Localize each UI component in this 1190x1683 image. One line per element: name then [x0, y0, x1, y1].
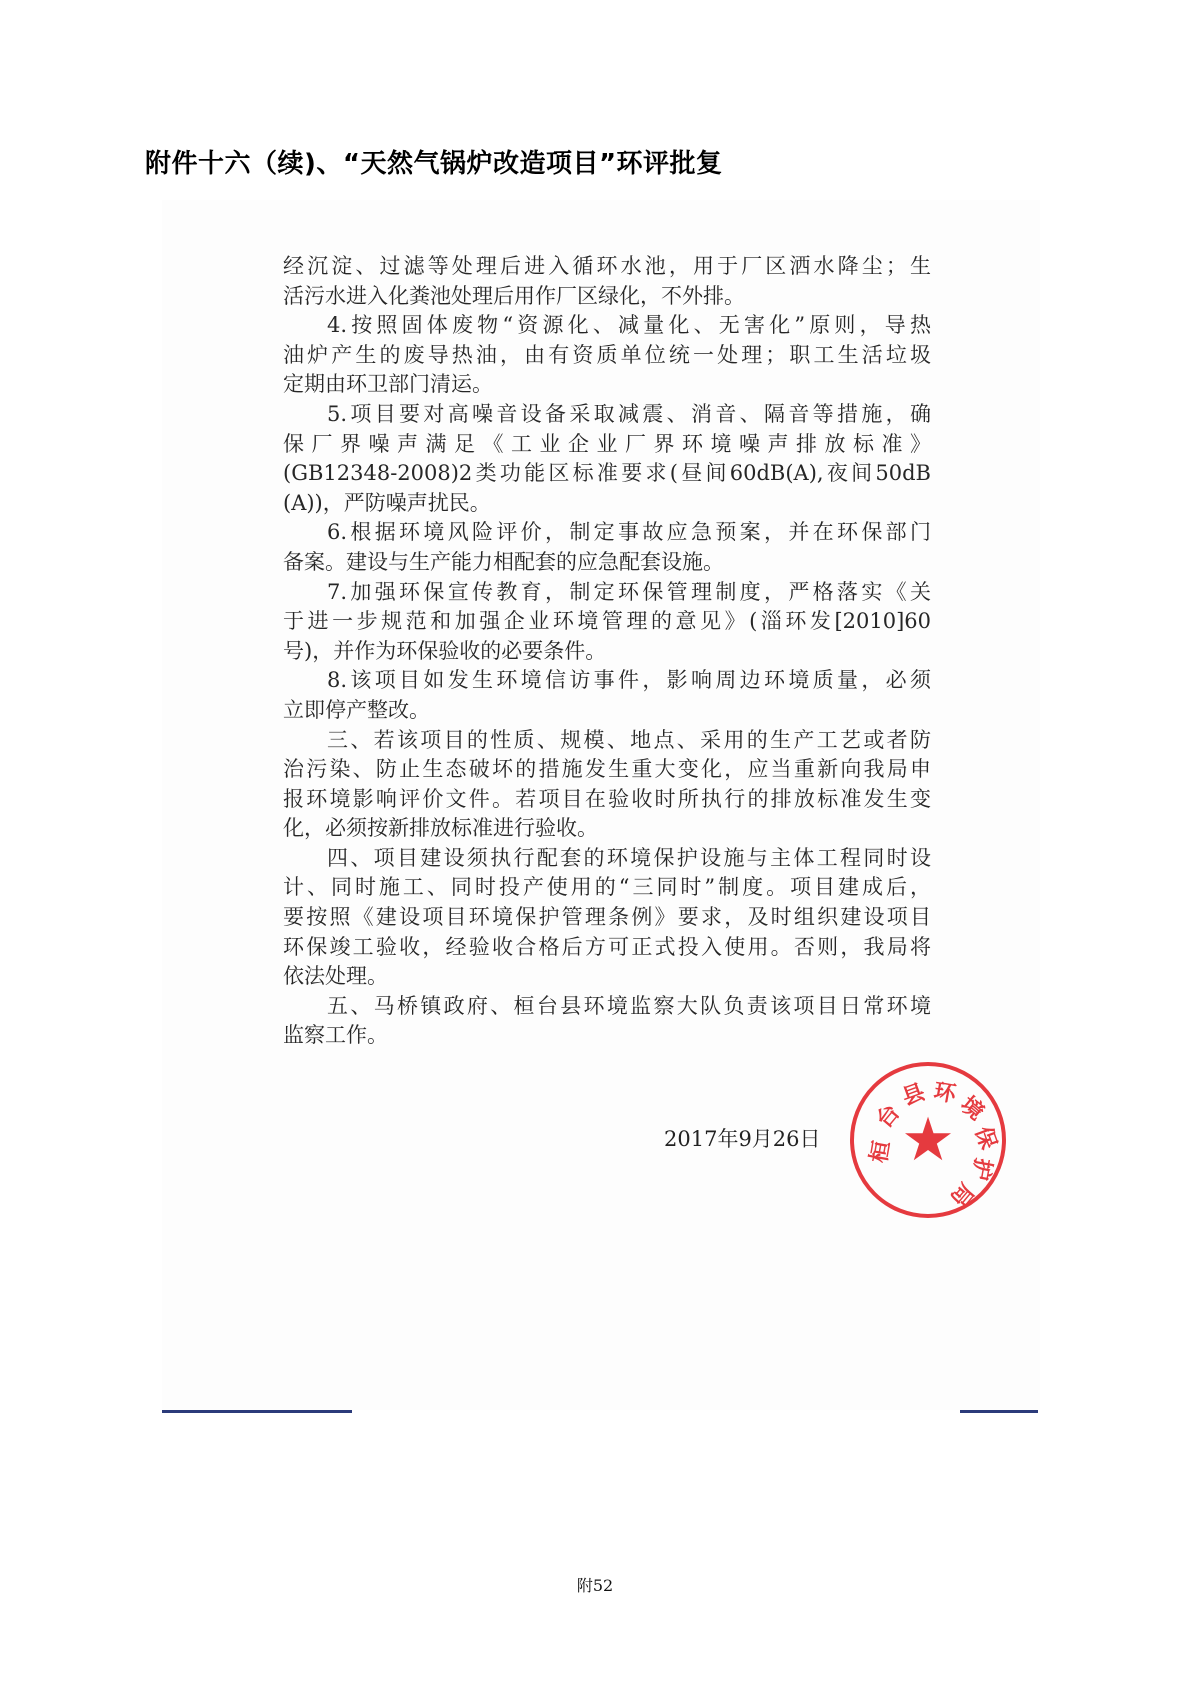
- bottom-rule-right: [960, 1410, 1038, 1413]
- text-line: 经沉淀、过滤等处理后进入循环水池，用于厂区洒水降尘；生: [283, 254, 931, 278]
- text-line: 依法处理。: [283, 964, 388, 989]
- seal-ring-text: 桓 台 县 环 境 保 护 局: [865, 1078, 1002, 1212]
- text-line: 定期由环卫部门清运。: [283, 372, 493, 397]
- text-line: 三、若该项目的性质、规模、地点、采用的生产工艺或者防: [327, 727, 931, 752]
- text-line: 活污水进入化粪池处理后用作厂区绿化，不外排。: [283, 283, 745, 308]
- page-title: 附件十六（续)、“天然气锅炉改造项目”环评批复: [145, 149, 723, 179]
- text-line: 化，必须按新排放标准进行验收。: [283, 816, 598, 841]
- star-icon: ★: [901, 1105, 955, 1175]
- text-line: 报环境影响评价文件。若项目在验收时所执行的排放标准发生变: [283, 786, 931, 811]
- text-line: (A))，严防噪声扰民。: [283, 490, 491, 515]
- text-line: 四、项目建设须执行配套的环境保护设施与主体工程同时设: [327, 845, 931, 870]
- text-line: 立即停产整改。: [283, 697, 430, 722]
- text-line: 于进一步规范和加强企业环境管理的意见》(淄环发[2010]60: [283, 609, 931, 634]
- text-line: 要按照《建设项目环境保护管理条例》要求，及时组织建设项目: [283, 905, 931, 930]
- text-line: 号)，并作为环保验收的必要条件。: [283, 638, 607, 663]
- text-line: 8.该项目如发生环境信访事件，影响周边环境质量，必须: [327, 668, 931, 693]
- text-line: 5.项目要对高噪音设备采取减震、消音、隔音等措施，确: [327, 401, 931, 426]
- text-line: 油炉产生的废导热油，由有资质单位统一处理；职工生活垃圾: [283, 342, 931, 367]
- page-number: 附52: [576, 1576, 614, 1595]
- text-line: 环保竣工验收，经验收合格后方可正式投入使用。否则，我局将: [283, 934, 931, 959]
- text-line: 保厂界噪声满足《工业企业厂界环境噪声排放标准》: [283, 431, 931, 456]
- text-line: 6.根据环境风险评价，制定事故应急预案，并在环保部门: [327, 520, 931, 545]
- text-line: 治污染、防止生态破坏的措施发生重大变化，应当重新向我局申: [283, 757, 931, 782]
- text-line: 计、同时施工、同时投产使用的“三同时”制度。项目建成后，: [283, 875, 931, 900]
- text-line: 监察工作。: [283, 1023, 388, 1048]
- text-line: 4.按照固体废物“资源化、减量化、无害化”原则，导热: [327, 313, 931, 338]
- bottom-rule-left: [162, 1410, 352, 1413]
- official-seal: [850, 1062, 1006, 1218]
- text-line: 7.加强环保宣传教育，制定环保管理制度，严格落实《关: [327, 579, 931, 604]
- text-line: 五、马桥镇政府、桓台县环境监察大队负责该项目日常环境: [327, 993, 931, 1018]
- text-line: 备案。建设与生产能力相配套的应急配套设施。: [283, 549, 724, 574]
- document-body: [283, 252, 931, 1051]
- text-line: (GB12348-2008)2类功能区标准要求(昼间60dB(A),夜间50dB: [283, 461, 931, 486]
- signature-date: 2017年9月26日: [664, 1127, 821, 1151]
